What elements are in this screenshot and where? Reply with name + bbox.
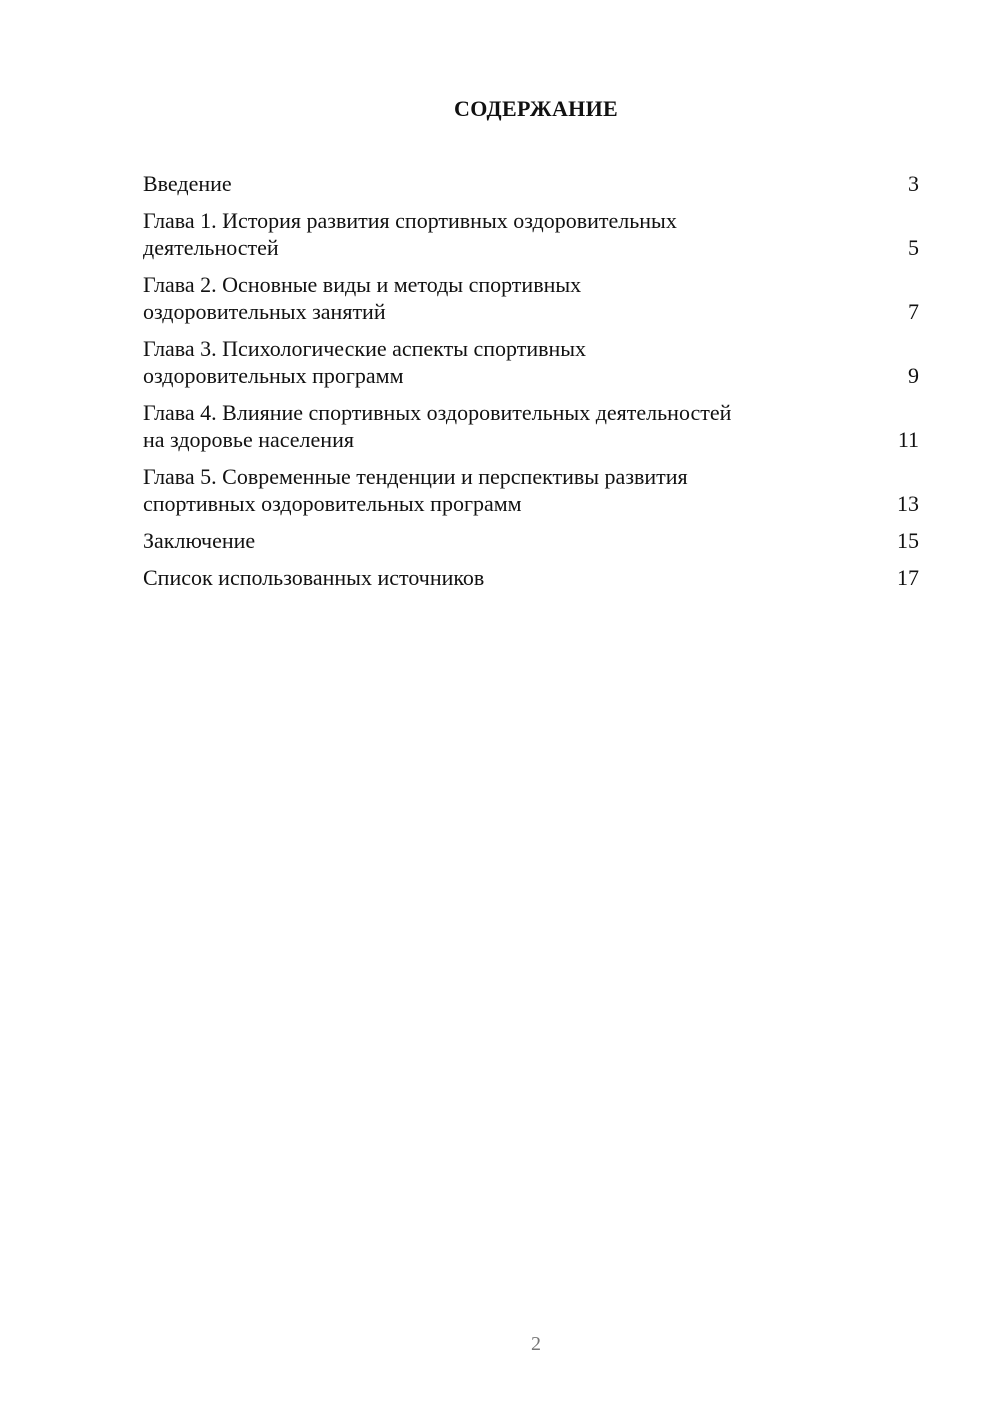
page-number: 2	[531, 1333, 541, 1355]
toc-entry-text	[143, 463, 688, 517]
toc-entry-text	[143, 207, 677, 261]
toc-entry-chapter-3	[143, 335, 919, 389]
toc-entry-line: оздоровительных программ	[143, 363, 404, 388]
toc-entry-line: Глава 5. Современные тенденции и перспективы развития	[143, 464, 688, 489]
toc-entry-text	[143, 527, 255, 554]
toc-page-number: 15	[897, 528, 919, 553]
toc-entry-line: Глава 4. Влияние спортивных оздоровительных деятельностей	[143, 400, 732, 425]
toc-entry-line: Заключение	[143, 528, 256, 553]
toc-entry-text	[143, 170, 232, 197]
toc-entry-line: Глава 2. Основные виды и методы спортивных	[143, 272, 582, 297]
toc-entry-chapter-2	[143, 271, 919, 325]
toc-entry-line: деятельностей	[143, 235, 279, 260]
toc-entry-conclusion	[143, 527, 919, 554]
toc-page-number: 11	[897, 427, 919, 452]
toc-entry-references	[143, 564, 919, 591]
toc-entry-chapter-5	[143, 463, 919, 517]
toc-page-number: 5	[908, 235, 919, 260]
toc-page-number: 3	[908, 171, 919, 196]
toc-entry-text	[143, 335, 586, 389]
toc-page-number: 9	[908, 363, 919, 388]
toc-entry-line: на здоровье населения	[143, 427, 354, 452]
toc-entry-text	[143, 399, 731, 453]
toc-entry-line: Глава 1. История развития спортивных оздоровительных	[143, 208, 677, 233]
toc-entry-line: оздоровительных занятий	[143, 299, 386, 324]
toc-entry-line: Список использованных источников	[143, 565, 485, 590]
toc-entry-introduction	[143, 170, 919, 197]
toc-entry-chapter-4	[143, 399, 919, 453]
toc-entry-line: Введение	[143, 171, 232, 196]
toc-page-number: 17	[897, 565, 919, 590]
toc-page-number: 13	[897, 491, 919, 516]
page-title: СОДЕРЖАНИЕ	[454, 96, 618, 121]
toc-page-number: 7	[908, 299, 919, 324]
toc-entry-line: спортивных оздоровительных программ	[143, 491, 522, 516]
toc-entry-line: Глава 3. Психологические аспекты спортивных	[143, 336, 587, 361]
table-of-contents	[143, 170, 919, 601]
toc-entry-text	[143, 564, 484, 591]
toc-entry-text	[143, 271, 581, 325]
toc-entry-chapter-1	[143, 207, 919, 261]
